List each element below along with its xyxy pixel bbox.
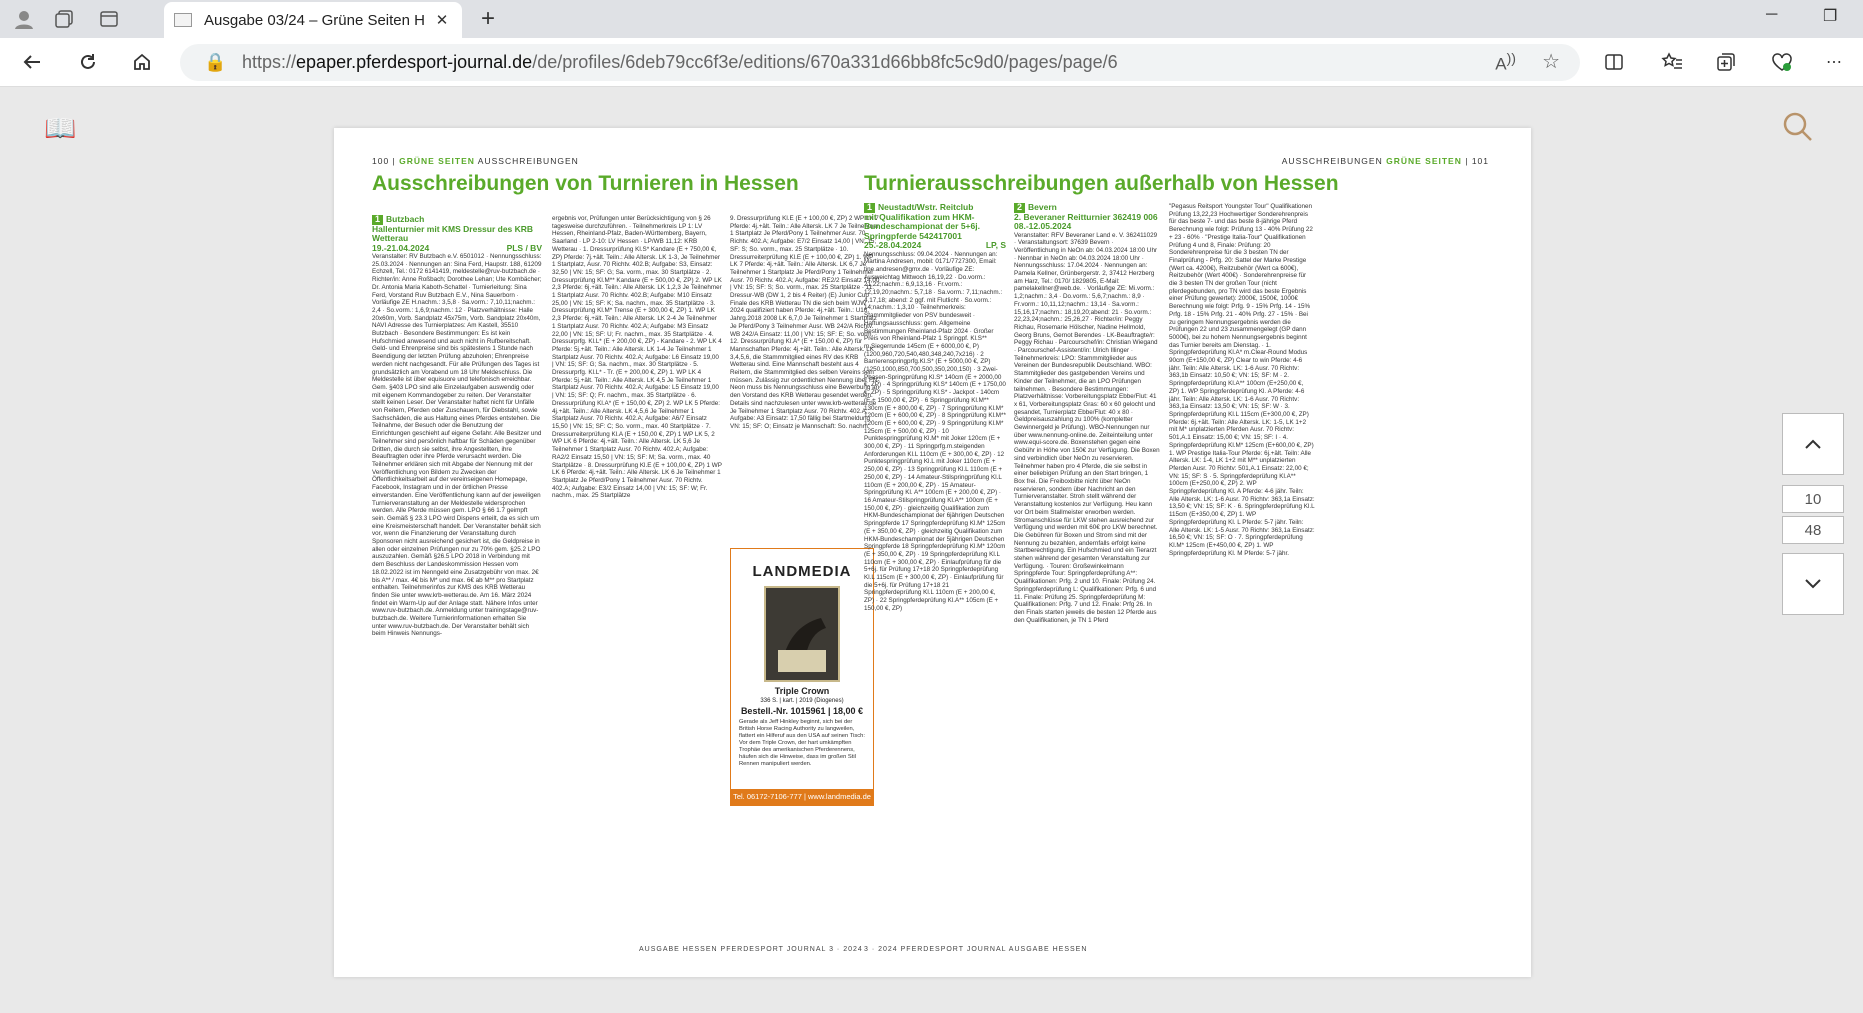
- right-column-2: 2 Bevern 2. Beveraner Reitturnier 362419 006 08.-12.05.2024 Veranstalter: RFV Beveraner Land e. V. 362411029 · Veranstaltungsort: 37639 Bevern · Veröffentlichung in NeOn ab: 04.03.2024 18:00 Uhr · Nennbar in NeOn ab: 04.03.2024 18:00 Uhr · Nennungsschluss: 17.04.2024 · Nennungen an: Pamela Kellner, Grünbergerstr. 2, 37412 Herzberg am Harz, Tel.: 0170/ 1829805, E-Mail: pamelakellner@web.de. · Vorläufige ZE: Mi.vorm.: 1,2;nachm.: 3,4 · Do.vorm.: 5,6,7;nachm.: 8,9 · Fr.vorm.: 10,11,12;nachm.: 13,14 · Sa.vorm.: 15,16,17;nachm.: 18,19,20;abend: 21 · So.vorm.: 22,23,24;nachm.: 25,26,27 · Richter/in: Peggy Richau, Rosemarie Hölscher, Nadine Hellmold, Georg Bruns, Gernot Berendes · LK-Beauftragte/r: Peggy Richau · Parcourschef/in: Christian Wiegand · Parcourschef-Assistent/in: Ulrich Illinger · Teilnehmerkreis: LPO: Stammmitglieder aus Vereinen der Bundesrepublik Deutschland. WBO: Stammitglieder des gastgebenden Vereins und Kinder der Teilnehmer, die an LPO Prüfungen teilnehmen. · Besondere Bestimmungen: Platzverhältnisse: Vorbereitungsplatz Ebbe/Flut: 41 x 61, Vorbereitungsplatz Gras: 60 x 60 gelocht und gesandet, Turnierplatz Ebbe/Flut: 40 x 80 · Geldpreisauszahlung zu 100% (kompletter Gewinnergeld je Prüfung). WBO-Nennungen nur über www.nennung-online.de. Zeiteinteilung unter www.equi-score.de. Boxenstehen gegen eine Gebühr in Höhe von 150€ zur Verfügung. Die Boxen sind verbindlich über NeOn zu reservieren. Teilnehmer haben pro 4 Pferde, die sie selbst in einer beliebigen Prüfung an den Start bringen, 1 Box frei. Die Freiboxbitte nicht über NeOn reservieren, sondern über Nachricht an den Turnierveranstalter. Stroh stellt während der Veranstaltung kostenlos zur Verfügung. Heu kann vor Ort beim Stallmeister erworben werden. Stromanschlüsse für LKW stehen ausreichend zur Verfügung und werden mit 60€ pro LKW berechnet. Die Gebühren für Boxen und Strom sind mit der Nennung zu bezahlen, andernfalls erfolgt keine Startberechtigung. Ein Hufschmied und ein Tierarzt stehen während der gesamten Veranstaltung zur Verfügung. · Touren: Großewinkelmann Springpferde Tour: Springpferdeprüfung A**: Qualifikationen: Prfg. 2 und 10. Finale: Prüfung 24. Springpferdeprüfung L: Qualifikationen: Prfg. 6 und 11. Finale: Prüfung 25. Springpferdeprüfung M: Qualifikationen: Prfg. 7 und 12. Finale: Prfg 26. In den Finals starten jeweils die besten 12 Pferde aus den Qualifikationen, je TN 1 Pferd: [1014, 203, 1160, 624]
- event-name: 2. Beveraner Reitturnier 362419 006: [1014, 211, 1158, 222]
- url-path: /de/profiles/6deb79cc6f3e/editions/670a331d66bb8fc5c9d0/pages/page/6: [532, 52, 1118, 72]
- event-number-badge: 2: [1014, 203, 1025, 213]
- left-column-2: ergebnis vor, Prüfungen unter Berücksichtigung von § 26 tagesweise durchzuführen. · Teilnehmerkreis LP 1: LV Hessen, Rheinland-Pfalz, Baden-Württemberg, Bayern, Saarland · LP 2-10: LV Hessen · LP/WB 11,12: KRB Wetterau · 1. Dressurprüfung Kl.S* Kandare (E + 750,00 €, ZP) Pferde: 7j.+ält. Teiln.: Alle Altersk. LK 1-3, Je Teilnehmer 1 Startplatz, Ausr. 70 Richtv. 402.B; Aufgabe: S3, Einsatz: 32,50 | VN: 15; SF: G; Sa. vorm., max. 30 Startplätze · 2. Dressurprüfung Kl.M** Kandare (E + 500,00 €, ZP) 2. WP LK 2,3 Pferde: 6j.+ält. Teiln.: Alle Altersk. LK 1,2,3 Je Teilnehmer 1 Startplatz Ausr. 70 Richtv. 402.B; Aufgabe: M10 Einsatz 25,00 | VN: 15; SF: K; Sa. nachm., max. 35 Startplätze · 3. Dressurprüfung Kl.M* Trense (E + 300,00 €, ZP) 1. WP LK 2,3 Pferde: 6j.+ält. Teiln.: Alle Altersk. LK 2-4 Je Teilnehmer 1 Startplatz Ausr. 70 Richtv. 402.A; Aufgabe: M3 Einsatz 22,00 | VN: 15; SF: U; Fr. nachm., max. 35 Startplätze · 4. Dressurprfg. Kl.L* (E + 200,00 €, ZP) - Kandare - 2. WP LK 4 Pferde: 5j.+ält. Teiln.: Alle Altersk. LK 1-4 Je Teilnehmer 1 Startplatz Ausr. 70 Richtv. 402.A; Aufgabe: L6 Einsatz 19,00 | VN: 15; SF: G; Sa. nachm., max. 30 Startplätze · 5. Dressurprfg. Kl.L* - Tr. (E + 200,00 €, ZP) 1. WP LK 4 Pferde: 5j.+ält. Teiln.: Alle Altersk. LK 4,5 Je Teilnehmer 1 Startplatz Ausr. 70 Richtv. 402.A; Aufgabe: L5 Einsatz 19,00 | VN: 15; SF: Q; Fr. nachm., max. 35 Startplätze · 6. Dressurprüfung Kl.A* (E + 150,00 €, ZP) 2. WP LK 5 Pferde: 4j.+ält. Teiln.: Alle Altersk. LK 4,5,6 Je Teilnehmer 1 Startplatz Ausr. 70 Richtv. 402.A; Aufgabe: A6/7 Einsatz 15,50 | VN: 15; SF: C; So. vorm., max. 40 Startplätze · 7. Dressurreiterprüfung Kl.A (E + 150,00 €, ZP) 1 WP LK 5, 2 WP LK 6 Pferde: 4j.+ält. Teiln.: Alle Altersk. LK 5,6 Je Teilnehmer 1 Startplatz Ausr. 70 Richtv. 402.A; Aufgabe: RA2/2 Einsatz 15,50 | VN: 15; SF: M; Sa. vorm., max. 40 Startplätze · 8. Dressurprüfung Kl.E (E + 100,00 €, ZP) 1 WP LK 6 Pferde: 4j.+ält. Teiln.: Alle Altersk. LK 6 Je Teilnehmer 1 Startplatz Je Pferd/Pony 1 Teilnehmer Ausr. 70 Richtv. 402.A; Aufgabe: E3/2 Einsatz 14,00 | VN: 15; SF: W; Fr. nachm., max. 25 Startplätze: [552, 215, 722, 500]
- epaper-viewer: [0, 87, 1863, 1013]
- event-details: Veranstalter: RV Butzbach e.V. 6501012 · Nennungsschluss: 25.03.2024 · Nennungen an: Sina Ferd, Haupstr. 188, 61209 Echzell, Tel.: 0172 6141419, meldestelle@ruv-butzbach.de · Richter/in: Anne Roßbach; Dorothee Lehan; Ute Kombächer; Dr. Antonia Maria Kaboth-Schattel · Turnierleitung: Sina Ferd, Vorstand Ruv Butzbach E.V., Nina Sauerborn · Vorläufige ZE H.nachm.: 3,5,8 · Sa.vorm.: 7,10,11;nachm.: 2,4 · So.vorm.: 1,6,9;nachm.: 12 · Platzverhältnisse: Halle 20x60m, Vorb. Sandplatz 45x75m, Vorb. Sandplatz 20x40m, NAVI Adresse des Turnierplatzes: Am Kastell, 35510 Butzbach · Besondere Bestimmungen: Es ist kein Hufschmied anwesend und auch nicht in Rufbereitschaft. Geld- und Ehrenpreise sind bis spätestens 1 Stunde nach Beendigung der letzten Prüfung abzuholen; Ehrenpreise werden nicht nachgesandt. Für alle Prüfungen des Tages ist grundsätzlich am Vorabend um 18 Uhr Meldeschluss. Die Meldestelle ist über equisuore und telefonisch erreichbar. Gem. §403 LPO sind alle Einzelaufgaben auswendig oder mit eigenem Kommandogeber zu reiten. Der Veranstalter stellt keinen Leser. Der Veranstalter haftet nicht für Unfälle von Reitern, Pferden oder Zuschauern, für Diebstahl, sowie Sachschäden, die aus Haltung eines Pferdes entstehen. Die Teilnahme, der Besuch oder die Benutzung der Einrichtungen geschieht auf eigene Gefahr. Alle Besitzer und Teilnehmer sind persönlich haftbar für Schäden gegenüber Dritten, die durch sie selbst, ihre Angestellten, ihre Beauftragten oder ihre Pferde verursacht werden. Die Teilnehmer erklären sich mit Abgabe der Nennung mit der Veröffentlichung von Bildern zu Zwecken der Öffentlichkeitsarbeit auf der vereinseigenen Homepage, Facebook, Instagram und in der örtlichen Presse einverstanden. Eine Veröffentlichung kann auf der jeweiligen Turnierveranstaltung an der Meldestelle widersprochen werden. Alle Pferde müssen gem. LPO § 66 1.7 geimpft sein. Gemäß § 23.3 LPO wird Dispens erteilt, da es sich um eine Kreismeisterschaft handelt. Der Veranstalter behält sich vor, wenn die Finanzierung der Veranstaltung durch Sponsoren nicht ausreichend gesichert ist, die Geldpreise in allen oder einzelnen Prüfungen nur zu 70% gem. §25.2 LPO auszuzahlen. Gemäß §26.5 LPO 2018 in Verbindung mit dem Beschluss der Landeskommission Hessen vom 18.02.2022 ist im Nenngeld eine Zusatzgebühr von max. 2€ bis A** / max. 4€ bis M* und max. 6€ ab M** pro Startplatz enthalten. Teilnehmerinfos zur KMS des KRB Wetterau finden Sie unter www.krb-wetterau.de. Am 16. März 2024 findet ein Warm-Up auf der Anlage statt. Nähere Infos unter www.ruv-butzbach.de. Anmeldung unter trainingstage@ruv-butzbach.de. Weitere Turnierinformationen erhalten Sie unter www.ruv-butzbach.de. Der Veranstalter behält sich beim Hinweis Nennungs-: [372, 253, 542, 638]
- event-number-badge: 1: [864, 203, 875, 213]
- tab-title: Ausgabe 03/24 – Grüne Seiten H: [204, 11, 425, 29]
- total-pages: 48: [1782, 516, 1844, 544]
- left-page-header: 100 | GRÜNE SEITEN AUSSCHREIBUNGEN: [372, 156, 579, 166]
- left-column-3: 9. Dressurprüfung Kl.E (E + 100,00 €, ZP) 2 WP LK 7 Pferde: 4j.+ält. Teiln.: Alle Altersk. LK 7 Je Teilnehmer 1 Startplatz Je Pferd/Pony 1 Teilnehmer Ausr. 70 Richtv. 402.A; Aufgabe: E7/2 Einsatz 14,00 | VN: 15; SF: S; So. vorm., max. 25 Startplätze · 10. Dressurreiterprüfung Kl.E (E + 100,00 €, ZP) 1. WP LK 7 Pferde: 4j.+ält. Teiln.: Alle Altersk. LK 6,7 Je Teilnehmer 1 Startplatz Je Pferd/Pony 1 Teilnehmer Ausr. 70 Richtv. 402.A; Aufgabe: RE2/2 Einsatz 14,00 | VN: 15; SF: S; So. vorm., max. 25 Startplätze · 11. Dressur-WB (DW 1, 2 bis 4 Reiter) (E) Junior Cup Finale des KRB Wetterau TN die sich beim WJW 2024 qualifiziert haben Pferde: 4j.+ält. Teiln.: U16, Jahrg.2018 2008 LK 6,7,0 Je Teilnehmer 1 Startplatz Je Pferd/Pony 3 Teilnehmer Ausr. WB 242/A Richtv. WB 242/A Einsatz: 11,00 | VN: 15; SF: E; So. vorm. · 12. Dressurprüfung Kl.A* (E + 150,00 €, ZP) für Mannschaften Pferde: 4j.+ält. Teiln.: Alle Altersk. LK 3,4,5,6, die Stammmitglied eines RV des KRB Wetterau sind. Eine Mannschaft besteht aus 4 Reitern, die Stammmitglied des selben Vereins sein müssen. Zulässig zur ordentlichen Nennung über FN-Neon muss bis Nennungsschluss eine Bewerbung an den Vorstand des KRB Wetterau gesendet werden. Details sind nachzulesen unter www.krb-wetterau.de Je Teilnehmer 1 Startplatz Ausr. 70 Richtv. 402.A; Aufgabe: A3 Einsatz: 17,50 fällig bei Startmeldung VN: 15; SF: O; Einsatz je Mannschaft: So. nachm.: [730, 215, 880, 430]
- page-spread[interactable]: [334, 128, 1531, 977]
- back-icon[interactable]: [18, 48, 46, 76]
- current-page-number[interactable]: 10: [1782, 485, 1844, 513]
- ad-book-meta: 336 S. | kart. | 2019 (Diogenes): [760, 698, 844, 704]
- close-tab-icon[interactable]: ✕: [435, 12, 449, 29]
- right-column-3: "Pegasus Reitsport Youngster Tour" Qualifikationen Prüfung 13,22,23 Hochwertiger Sonderehrenpreis für das beste 7- und das beste 8-jährige Pferd Berechnung wie folgt: Prüfung 13 - 40% Prüfung 22 + 23 - 60% · "Prestige Italia-Tour" Qualifikationen Prüfung 4 und 8, Finale: Prüfung: 20 Sonderehrenpreise für die 3 besten TN der Finalprüfung - Prfg. 20: Sattel der Marke Prestige (Wert ca. 4200€), Reitzubehör (Wert ca 600€), Reitzubehör (Wert 400€) · Sonderehrenpreise für die 3 besten TN der großen Tour (nicht pferdegebunden, pro TN wird das beste Ergebnis einer Prüfung gewertet): 2000€, 1500€, 1000€ Berechnung wie folgt: Prfg. 9 - 15% Prfg. 14 - 15% Prfg. 18 - 15% Prfg. 21 - 40% Prfg. 27 - 15% · Bei zu geringem Nennungsergebnis werden die Prüfungen 22 und 23 zusammengelegt (GP dann 5000€), bei zu hohem Nennungsergebnis beginnt das Turnier bereits am Dienstag. · 1. Springpferdeprüfung Kl.A* m.Clear-Round Modus 90cm (E+150,00 €, ZP) Clear to win Pferde: 4-6 jähr. Teiln: Alle Altersk. LK: 1-6 Ausr. 70 Richtv: 363,1b Einsatz: 10,50 €; VN: 15; SF: M · 2. Springpferdeprüfung Kl.A** 100cm (E+250,00 €, ZP) 1. WP Springpferdeprüfung Kl. A Pferde: 4-6 jähr. Teiln: Alle Altersk. LK: 1-6 Ausr. 70 Richtv: 363,1a Einsatz: 13,50 €; VN: 15; SF: W · 3. Springpferdeprüfung Kl.L 115cm (E+300,00 €, ZP) Pferde: 6j.+ält. Teiln: Alle Altersk. LK: 1-5, LK 1+2 mit M* unplatzierten Pferden Ausr. 70 Richtv: 501,A.1 Einsatz: 15,00 €; VN: 15; SF: I · 4. Springpferdeprüfung Kl.M* 125cm (E+600,00 €, ZP) 1. WP Prestige Italia-Tour Pferde: 6j.+ält. Teiln: Alle Altersk. LK: 1-4, LK 1+2 mit M** unplatzierten Pferden Ausr. 70 Richtv: 501,A.1 Einsatz: 22,00 €; VN: 15; SF: S · 5. Springpferdeprüfung Kl.A** 100cm (E+250,00 €, ZP) 2. WP Springpferdeprüfung Kl. A Pferde: 4-6 jähr. Teiln: Alle Altersk. LK: 1-6 Ausr. 70 Richtv: 363,1a Einsatz: 13,50 €; VN: 15; SF: K · 6. Springpferdeprüfung Kl.L 115cm (E+350,00 €, ZP) 1. WP Springpferdeprüfung Kl. L Pferde: 5-7 jähr. Teiln: Alle Altersk. LK: 1-5 Ausr. 70 Richtv: 363,1a Einsatz: 16,50 €; VN: 15; SF: O · 7. Springpferdeprüfung Kl.M* 125cm (E+450,00 €, ZP) 1. WP Springpferdeprüfung Kl. M Pferde: 5-7 jähr.: [1169, 203, 1315, 557]
- ad-contact: Tel. 06172-7106-777 | www.landmedia.de: [731, 789, 873, 805]
- event-number-badge: 1: [372, 215, 383, 225]
- home-icon[interactable]: [128, 48, 156, 76]
- workspaces-icon[interactable]: [50, 5, 78, 33]
- more-options-icon[interactable]: ⋯: [1826, 54, 1842, 71]
- event-code: PLS / BV: [506, 242, 542, 253]
- left-column-1: 1 Butzbach Hallenturnier mit KMS Dressur des KRB Wetterau 19.-21.04.2024 PLS / BV Veranstalter: RV Butzbach e.V. 6501012 · Nennungsschluss: 25.03.2024 · Nennungen an: Sina Ferd, Haupstr. 188, 61209 Echzell, Tel.: 0172 6141419, meldestelle@ruv-butzbach.de · Richter/in: Anne Roßbach; Dorothee Lehan; Ute Kombächer; Dr. Antonia Maria Kaboth-Schattel · Turnierleitung: Sina Ferd, Vorstand Ruv Butzbach E.V., Nina Sauerborn · Vorläufige ZE H.nachm.: 3,5,8 · Sa.vorm.: 7,10,11;nachm.: 2,4 · So.vorm.: 1,6,9;nachm.: 12 · Platzverhältnisse: Halle 20x60m, Vorb. Sandplatz 45x75m, Vorb. Sandplatz 20x40m, NAVI Adresse des Turnierplatzes: Am Kastell, 35510 Butzbach · Besondere Bestimmungen: Es ist kein Hufschmied anwesend und auch nicht in Rufbereitschaft. Geld- und Ehrenpreise sind bis spätestens 1 Stunde nach Beendigung der letzten Prüfung abzuholen; Ehrenpreise werden nicht nachgesandt. Für alle Prüfungen des Tages ist grundsätzlich am Vorabend um 18 Uhr Meldeschluss. Die Meldestelle ist über equisuore und telefonisch erreichbar. Gem. §403 LPO sind alle Einzelaufgaben auswendig oder mit eigenem Kommandogeber zu reiten. Der Veranstalter stellt keinen Leser. Der Veranstalter haftet nicht für Unfälle von Reitern, Pferden oder Zuschauern, für Diebstahl, sowie Sachschäden, die aus Haltung eines Pferdes entstehen. Die Teilnahme, der Besuch oder die Benutzung der Einrichtungen geschieht auf eigene Gefahr. Alle Besitzer und Teilnehmer sind persönlich haftbar für Schäden gegenüber Dritten, die durch sie selbst, ihre Angestellten, ihre Beauftragten oder ihre Pferde verursacht werden. Die Teilnehmer erklären sich mit Abgabe der Nennung mit der Veröffentlichung von Bildern zu Zwecken der Öffentlichkeitsarbeit auf der vereinseigenen Homepage, Facebook, Instagram und in der örtlichen Presse einverstanden. Eine Veröffentlichung kann auf der jeweiligen Turnierveranstaltung an der Meldestelle widersprochen werden. Alle Pferde müssen gem. LPO § 66 1.7 geimpft sein. Gemäß § 23.3 LPO wird Dispens erteilt, da es sich um eine Kreismeisterschaft handelt. Der Veranstalter behält sich vor, wenn die Finanzierung der Veranstaltung durch Sponsoren nicht ausreichend gesichert ist, die Geldpreise in allen oder einzelnen Prüfungen nur zu 70% gem. §25.2 LPO auszuzahlen. Gemäß §26.5 LPO 2018 in Verbindung mit dem Beschluss der Landeskommission Hessen vom 18.02.2022 ist im Nenngeld eine Zusatzgebühr von max. 2€ bis A** / max. 4€ bis M* und max. 6€ ab M** pro Startplatz enthalten. Teilnehmerinfos zur KMS des KRB Wetterau finden Sie unter www.krb-wetterau.de. Am 16. März 2024 findet ein Warm-Up auf der Anlage statt. Nähere Infos unter www.ruv-butzbach.de. Anmeldung unter trainingstage@ruv-butzbach.de. Weitere Turnierinformationen erhalten Sie unter www.ruv-butzbach.de. Der Veranstalter behält sich beim Hinweis Nennungs-: [372, 215, 542, 638]
- lock-icon[interactable]: 🔒: [204, 52, 227, 72]
- refresh-icon[interactable]: [74, 48, 102, 76]
- url-prefix: https://: [242, 52, 297, 72]
- address-toolbar: [0, 38, 1863, 87]
- right-column-1: 1 Neustadt/Wstr. Reitclub mit Qualifikation zum HKM-Bundeschampionat der 5+6j. Springpferde 542417001 25.-28.04.2024 LP, S Nennungsschluss: 09.04.2024 · Nennungen an: Martina Andresen, mobil: 0171/7727300, Email: tine.andresen@gmx.de · Vorläufige ZE: Ausweichtag Mittwoch 16,19,22 · Do.vorm.: 21,22;nachm.: 6,9,13,16 · Fr.vorm.: 12,19,20;nachm.: 5,7,18 · Sa.vorm.: 7,11;nachm.: 4,17,18; abend: 2 ggf. mit Flutlicht · So.vorm.: 14;nachm.: 1,3,10 · Teilnehmerkreis: Stammmitglieder von PSV bundesweit · Haftungsausschluss: gem. Allgemeine Bestimmungen Rheinland-Pfalz 2024 · Großer Preis von Rheinland-Pfalz 1 Springpf. Kl.S** m.Siegerrunde 145cm (E + 6000,00 €, P) (1200,960,720,540,480,348,240,7x216) · 2 Barrierenspringprfg.Kl.S* (E + 5000,00 €, ZP) (1250,1000,850,700,500,350,200,150) · 3 Zwei-Phasen-Springprüfung Kl.S* 140cm (E + 2000,00 €, ZP) · 4 Springprüfung Kl.S* 140cm (E + 1750,00 €, ZP) · 5 Springprüfung Kl.S* - Jackpot - 140cm (E + 1500,00 €, ZP) · 6 Springprüfung Kl.M** 130cm (E + 800,00 €, ZP) · 7 Springprüfung Kl.M* 120cm (E + 600,00 €, ZP) · 8 Springprüfung Kl.M** 120cm (E + 600,00 €, ZP) · 9 Springprüfung Kl.M* 125cm (E + 500,00 €, ZP) · 10 Punktespringprüfung Kl.M* mit Joker 120cm (E + 300,00 €, ZP) · 11 Springprfg.m.steigenden Anforderungen Kl.L 110cm (E + 300,00 €, ZP) · 12 Punktespringprüfung Kl.L mit Joker 110cm (E + 250,00 €, ZP) · 13 Springprüfung Kl.L 110cm (E + 250,00 €, ZP) · 14 Amateur-Stilspringprüfung Kl.L 110cm (E + 200,00 €, ZP) · 15 Amateur-Springprüfung Kl. A** 100cm (E + 200,00 €, ZP) · 16 Amateur-Stilspringprüfung Kl.A** 100cm (E + 150,00 €, ZP) · gleichzeitig Qualifikation zum HKM-Bundeschampionat der 6jährigen Deutschen Springpferde 17 Springpferdeprüfung Kl.M* 125cm (E + 350,00 €, ZP) · gleichzeitig Qualifikation zum HKM-Bundeschampionat der 5jährigen Deutschen Springpferde 18 Springpferdeprüfung Kl.M* 120cm (E + 350,00 €, ZP) · 19 Springpferdeprüfung Kl.L 110cm (E + 300,00 €, ZP) · Einlaufprüfung für die 5+6j. für Prüfung 17+18 20 Springpferdeprüfung Kl.L 115cm (E + 300,00 €, ZP) · Einlaufprüfung für die 5+6j. für Prüfung 17+18 21 Springpferdeprüfung Kl.L 110cm (E + 200,00 €, ZP) · 22 Springpferdeprüfung Kl.A** 105cm (E + 150,00 €, ZP): [864, 203, 1006, 612]
- previous-page-button[interactable]: [1782, 413, 1844, 475]
- right-page-footer: 3 · 2024 PFERDESPORT JOURNAL AUSGABE HESSEN: [864, 946, 1088, 953]
- url-host: epaper.pferdesport-journal.de: [296, 52, 533, 72]
- event-details: Veranstalter: RFV Beveraner Land e. V. 362411029 · Veranstaltungsort: 37639 Bevern · Veröffentlichung in NeOn ab: 04.03.2024 18:00 Uhr · Nennbar in NeOn ab: 04.03.2024 18:00 Uhr · Nennungsschluss: 17.04.2024 · Nennungen an: Pamela Kellner, Grünbergerstr. 2, 37412 Herzberg am Harz, Tel.: 0170/ 1829805, E-Mail: pamelakellner@web.de. · Vorläufige ZE: Mi.vorm.: 1,2;nachm.: 3,4 · Do.vorm.: 5,6,7;nachm.: 8,9 · Fr.vorm.: 10,11,12;nachm.: 13,14 · Sa.vorm.: 15,16,17;nachm.: 18,19,20;abend: 21 · So.vorm.: 22,23,24;nachm.: 25,26,27 · Richter/in: Peggy Richau, Rosemarie Hölscher, Nadine Hellmold, Georg Bruns, Gernot Berendes · LK-Beauftragte/r: Peggy Richau · Parcourschef/in: Christian Wiegand · Parcourschef-Assistent/in: Ulrich Illinger · Teilnehmerkreis: LPO: Stammmitglieder aus Vereinen der Bundesrepublik Deutschland. WBO: Stammitglieder des gastgebenden Vereins und Kinder der Teilnehmer, die an LPO Prüfungen teilnehmen. · Besondere Bestimmungen: Platzverhältnisse: Vorbereitungsplatz Ebbe/Flut: 41 x 61, Vorbereitungsplatz Gras: 60 x 60 gelocht und gesandet, Turnierplatz Ebbe/Flut: 40 x 80 · Geldpreisauszahlung zu 100% (kompletter Gewinnergeld je Prüfung). WBO-Nennungen nur über www.nennung-online.de. Zeiteinteilung unter www.equi-score.de. Boxenstehen gegen eine Gebühr in Höhe von 150€ zur Verfügung. Die Boxen sind verbindlich über NeOn zu reservieren. Teilnehmer haben pro 4 Pferde, die sie selbst in einer beliebigen Prüfung an den Start bringen, 1 Box frei. Die Freiboxbitte nicht über NeOn reservieren, sondern über Nachricht an den Turnierveranstalter. Stroh stellt während der Veranstaltung kostenlos zur Verfügung. Heu kann vor Ort beim Stallmeister erworben werden. Stromanschlüsse für LKW stehen ausreichend zur Verfügung und werden mit 60€ pro LKW berechnet. Die Gebühren für Boxen und Strom sind mit der Nennung zu bezahlen, andernfalls erfolgt keine Startberechtigung. Ein Hufschmied und ein Tierarzt stehen während der gesamten Veranstaltung zur Verfügung. · Touren: Großewinkelmann Springpferde Tour: Springpferdeprüfung A**: Qualifikationen: Prfg. 2 und 10. Finale: Prüfung 24. Springpferdeprüfung L: Qualifikationen: Prfg. 6 und 11. Finale: Prüfung 25. Springpferdeprüfung M: Qualifikationen: Prfg. 7 und 12. Finale: Prfg 26. In den Finals starten jeweils die besten 12 Pferde aus den Qualifikationen, je TN 1 Pferd: [1014, 231, 1160, 624]
- book-toc-icon[interactable]: 📖: [44, 113, 77, 143]
- next-page-button[interactable]: [1782, 553, 1844, 615]
- right-page-title: Turnierausschreibungen außerhalb von Hessen: [864, 172, 1339, 195]
- ad-book-title: Triple Crown: [774, 686, 830, 696]
- read-aloud-icon[interactable]: A)): [1495, 51, 1516, 74]
- event-code: LP, S: [985, 240, 1006, 250]
- ad-description: Gerade als Jeff Hinkley beginnt, sich bei der British Horse Racing Authority zu langweilen, flattert ein Hilferuf aus den USA auf seinen Tisch: Vor dem Triple Crown, der hart umkämpften Trophäe des amerikanischen Pferderennens, häufen sich die Hinweise, dass im großen Stil Rennen manipuliert werden.: [739, 719, 865, 767]
- search-icon[interactable]: [1782, 111, 1814, 143]
- favorite-star-icon[interactable]: ☆: [1542, 51, 1560, 73]
- split-screen-icon[interactable]: [1600, 48, 1628, 76]
- book-cover-image: [764, 586, 840, 682]
- address-bar[interactable]: [180, 44, 1580, 81]
- tab-actions-icon[interactable]: [95, 5, 123, 33]
- left-page-title: Ausschreibungen von Turnieren in Hessen: [372, 172, 799, 195]
- new-tab-button[interactable]: +: [480, 5, 495, 32]
- collections-icon[interactable]: [1712, 48, 1740, 76]
- favorites-icon[interactable]: [1658, 48, 1686, 76]
- right-page-header: AUSSCHREIBUNGEN GRÜNE SEITEN | 101: [1281, 156, 1489, 166]
- profile-icon[interactable]: [10, 5, 38, 33]
- left-page-footer: AUSGABE HESSEN PFERDESPORT JOURNAL 3 · 2024: [639, 946, 863, 953]
- tab-bar: [0, 0, 1863, 38]
- event-date: 08.-12.05.2024: [1014, 221, 1072, 231]
- event-date: 25.-28.04.2024: [864, 240, 922, 250]
- event-date: 19.-21.04.2024: [372, 242, 430, 253]
- minimize-icon[interactable]: ─: [1766, 6, 1778, 23]
- event-name: Hallenturnier mit KMS Dressur des KRB Wetterau: [372, 223, 534, 243]
- active-tab[interactable]: [164, 2, 462, 38]
- ad-brand: LANDMEDIA: [752, 563, 852, 580]
- landmedia-advertisement[interactable]: [730, 548, 874, 806]
- event-name: mit Qualifikation zum HKM-Bundeschampionat der 5+6j. Springpferde 542417001: [864, 211, 980, 241]
- restore-icon[interactable]: ❐: [1823, 8, 1838, 25]
- browser-essentials-icon[interactable]: [1768, 48, 1796, 76]
- event-details: Nennungsschluss: 09.04.2024 · Nennungen an: Martina Andresen, mobil: 0171/7727300, Email: tine.andresen@gmx.de · Vorläufige ZE: Ausweichtag Mittwoch 16,19,22 · Do.vorm.: 21,22;nachm.: 6,9,13,16 · Fr.vorm.: 12,19,20;nachm.: 5,7,18 · Sa.vorm.: 7,11;nachm.: 4,17,18; abend: 2 ggf. mit Flutlicht · So.vorm.: 14;nachm.: 1,3,10 · Teilnehmerkreis: Stammmitglieder von PSV bundesweit · Haftungsausschluss: gem. Allgemeine Bestimmungen Rheinland-Pfalz 2024 · Großer Preis von Rheinland-Pfalz 1 Springpf. Kl.S** m.Siegerrunde 145cm (E + 6000,00 €, P) (1200,960,720,540,480,348,240,7x216) · 2 Barrierenspringprfg.Kl.S* (E + 5000,00 €, ZP) (1250,1000,850,700,500,350,200,150) · 3 Zwei-Phasen-Springprüfung Kl.S* 140cm (E + 2000,00 €, ZP) · 4 Springprüfung Kl.S* 140cm (E + 1750,00 €, ZP) · 5 Springprüfung Kl.S* - Jackpot - 140cm (E + 1500,00 €, ZP) · 6 Springprüfung Kl.M** 130cm (E + 800,00 €, ZP) · 7 Springprüfung Kl.M* 120cm (E + 600,00 €, ZP) · 8 Springprüfung Kl.M** 120cm (E + 600,00 €, ZP) · 9 Springprüfung Kl.M* 125cm (E + 500,00 €, ZP) · 10 Punktespringprüfung Kl.M* mit Joker 120cm (E + 300,00 €, ZP) · 11 Springprfg.m.steigenden Anforderungen Kl.L 110cm (E + 300,00 €, ZP) · 12 Punktespringprüfung Kl.L mit Joker 110cm (E + 250,00 €, ZP) · 13 Springprüfung Kl.L 110cm (E + 250,00 €, ZP) · 14 Amateur-Stilspringprüfung Kl.L 110cm (E + 200,00 €, ZP) · 15 Amateur-Springprüfung Kl. A** 100cm (E + 200,00 €, ZP) · 16 Amateur-Stilspringprüfung Kl.A** 100cm (E + 150,00 €, ZP) · gleichzeitig Qualifikation zum HKM-Bundeschampionat der 6jährigen Deutschen Springpferde 17 Springpferdeprüfung Kl.M* 125cm (E + 350,00 €, ZP) · gleichzeitig Qualifikation zum HKM-Bundeschampionat der 5jährigen Deutschen Springpferde 18 Springpferdeprüfung Kl.M* 120cm (E + 350,00 €, ZP) · 19 Springpferdeprüfung Kl.L 110cm (E + 300,00 €, ZP) · Einlaufprüfung für die 5+6j. für Prüfung 17+18 20 Springpferdeprüfung Kl.L 115cm (E + 300,00 €, ZP) · Einlaufprüfung für die 5+6j. für Prüfung 17+18 21 Springpferdeprüfung Kl.L 110cm (E + 200,00 €, ZP) · 22 Springpferdeprüfung Kl.A** 105cm (E + 150,00 €, ZP): [864, 250, 1006, 612]
- ad-order-number: Bestell.-Nr. 1015961 | 18,00 €: [740, 706, 864, 716]
- page-favicon-icon: [174, 13, 192, 27]
